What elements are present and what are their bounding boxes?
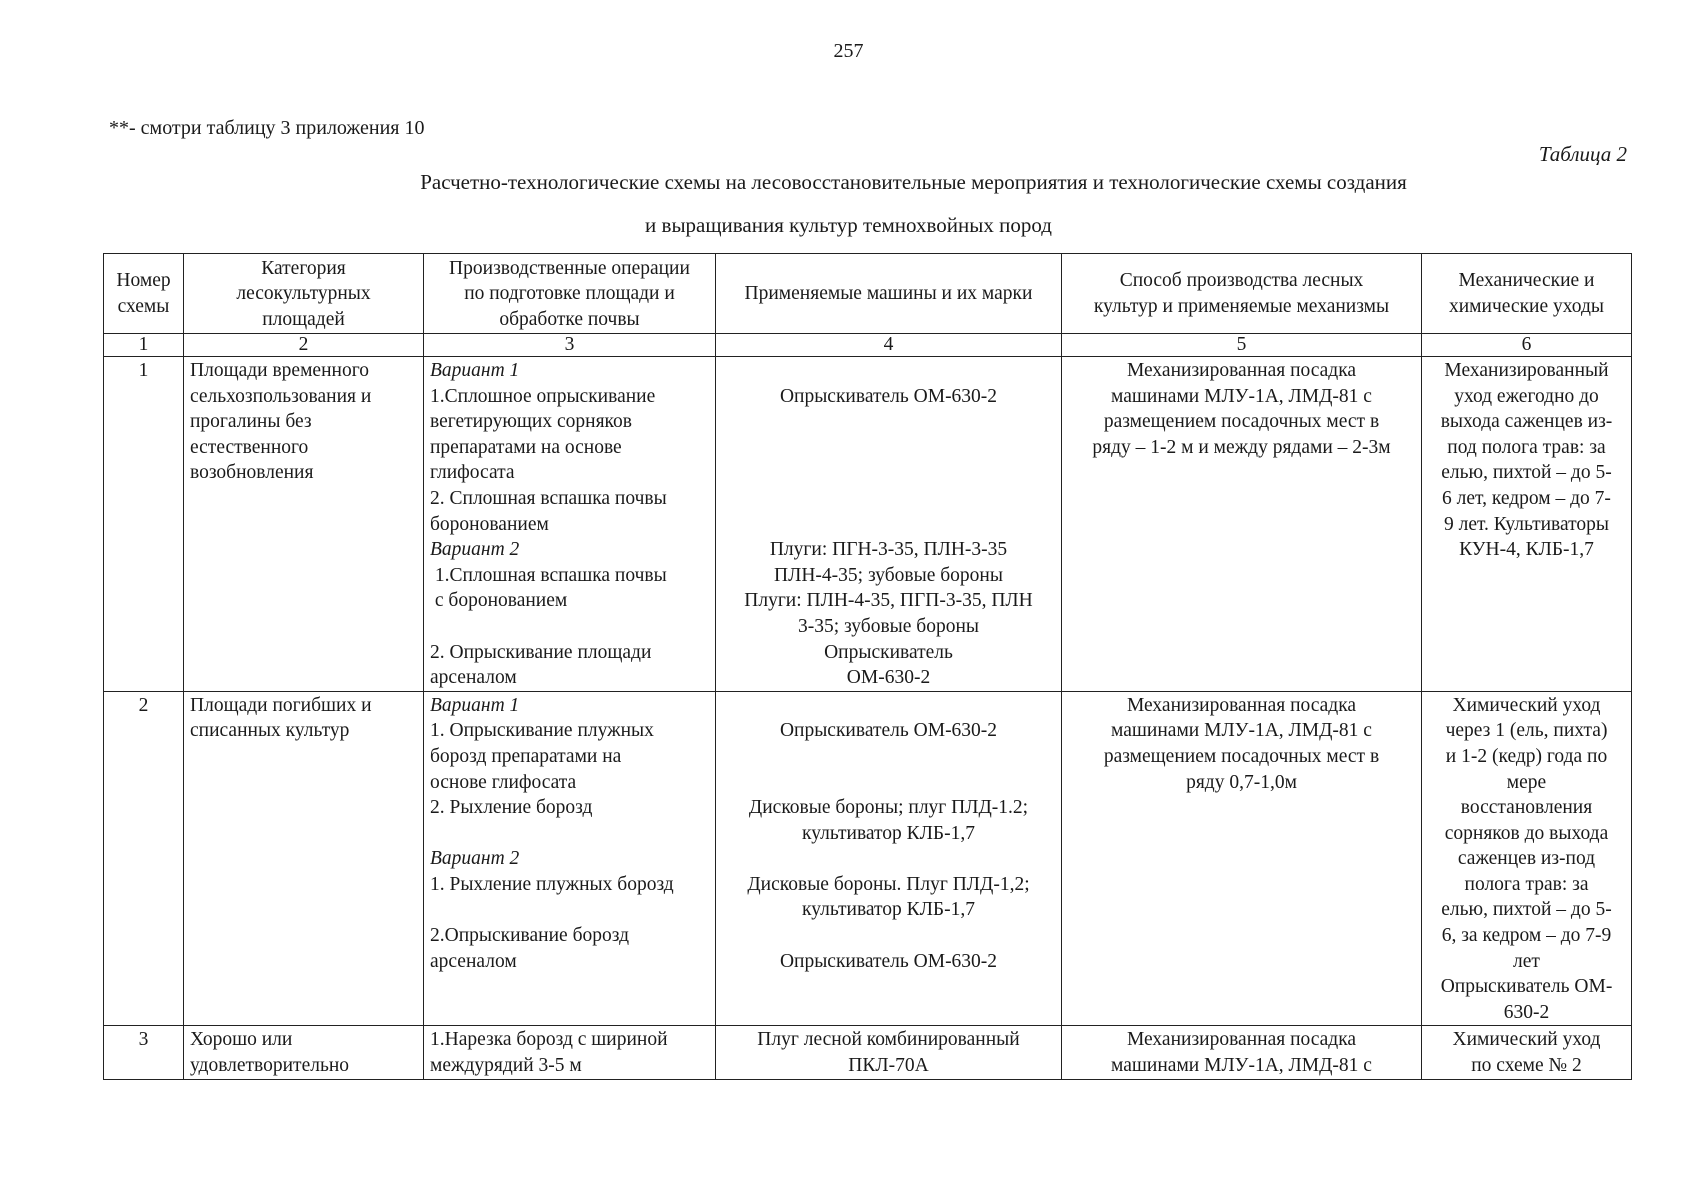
column-number: 6 — [1422, 334, 1632, 357]
cell-line: сорняков до выхода — [1444, 822, 1609, 844]
table-title-line-1: Расчетно-технологические схемы на лесовосстановительные мероприятия и технологические схемы создания — [420, 170, 1407, 194]
cell-line: арсеналом — [430, 667, 517, 689]
cell-line: Номер — [116, 270, 171, 292]
cell-line: культиватор КЛБ-1,7 — [802, 822, 975, 844]
cell-line: боронованием — [430, 513, 549, 535]
header-cell — [424, 254, 716, 334]
cell-line: 6, за кедром – до 7-9 — [1441, 925, 1612, 947]
cell-line: КУН-4, КЛБ-1,7 — [1459, 539, 1594, 561]
cell-line: удовлетворительно — [190, 1055, 350, 1077]
cell-line: 1.Нарезка борозд с шириной — [430, 1029, 668, 1051]
scheme-number: 2 — [104, 691, 184, 1026]
cell-line: вегетирующих сорняков — [430, 411, 632, 433]
cell-line: Опрыскиватель ОМ-630-2 — [779, 385, 998, 407]
header-cell — [1422, 254, 1632, 334]
cell-line: лет — [1513, 950, 1540, 972]
cell-line: елью, пихтой – до 5- — [1441, 899, 1612, 921]
table-row — [104, 691, 1632, 1026]
planting-method — [1062, 357, 1422, 692]
cell-line: 630-2 — [1503, 1001, 1550, 1023]
schemes-table — [103, 253, 1632, 1080]
header-cell — [184, 254, 424, 334]
cell-line: 1. Рыхление плужных борозд — [430, 873, 674, 895]
cell-line: обработке почвы — [499, 308, 640, 330]
operations — [424, 691, 716, 1026]
cell-line: под полога трав: за — [1447, 436, 1606, 458]
cell-line: арсеналом — [430, 950, 517, 972]
planting-method — [1062, 691, 1422, 1026]
cell-line: 1. Опрыскивание плужных — [430, 720, 654, 742]
column-number: 3 — [424, 334, 716, 357]
table-title-line-2: и выращивания культур темнохвойных пород — [645, 213, 1052, 237]
scheme-number: 3 — [104, 1026, 184, 1079]
cell-line — [722, 846, 1055, 872]
cell-line: ряду 0,7-1,0м — [1186, 771, 1297, 793]
cell-line — [722, 486, 1055, 512]
cell-line: химические уходы — [1449, 296, 1604, 317]
cell-line: Механизированная посадка — [1126, 360, 1357, 381]
cell-line: и 1-2 (кедр) года по — [1445, 745, 1608, 767]
cell-line — [430, 614, 709, 640]
cell-line: Механизированная посадка — [1126, 694, 1357, 716]
care — [1422, 1026, 1632, 1079]
area-category — [184, 691, 424, 1026]
cell-line: полога трав: за — [1464, 873, 1589, 895]
cell-line: 3-35; зубовые бороны — [797, 615, 980, 637]
cell-line: Опрыскиватель ОМ- — [1440, 976, 1613, 998]
cell-line — [430, 897, 709, 923]
cell-line: схемы — [117, 296, 170, 317]
cell-line: 1.Сплошная вспашка почвы — [430, 564, 667, 586]
cell-line: 2. Опрыскивание площади — [430, 641, 652, 663]
page-number: 257 — [833, 40, 864, 62]
cell-line: 2.Опрыскивание борозд — [430, 925, 630, 947]
column-number: 5 — [1062, 334, 1422, 357]
cell-line: Дисковые бороны; плуг ПЛД-1.2; — [748, 797, 1029, 819]
cell-line: Категория — [261, 257, 346, 279]
cell-line: лесокультурных — [236, 283, 371, 305]
cell-line — [722, 693, 1055, 719]
cell-line — [722, 460, 1055, 486]
cell-line — [722, 744, 1055, 770]
cell-line: ряду – 1-2 м и между рядами – 2-3м — [1092, 436, 1391, 458]
column-number: 4 — [716, 334, 1062, 357]
cell-line: Хорошо или — [190, 1029, 293, 1051]
cell-line: машинами МЛУ-1А, ЛМД-81 с — [1111, 1055, 1372, 1077]
header-cell — [716, 254, 1062, 334]
cell-line: Механические и — [1458, 270, 1595, 292]
variant-label: Вариант 1 — [430, 694, 520, 716]
cell-line: Плуги: ПЛН-4-35, ПГП-3-35, ПЛН — [744, 590, 1033, 612]
cell-line: ПКЛ-70А — [848, 1055, 929, 1077]
cell-line: Применяемые машины и их марки — [744, 283, 1033, 305]
cell-line: Производственные операции — [449, 257, 690, 279]
table-label: Таблица 2 — [1538, 142, 1627, 166]
table-row — [104, 1026, 1632, 1079]
cell-line: Химический уход — [1452, 1029, 1601, 1051]
cell-line: списанных культур — [190, 720, 350, 742]
cell-line: междурядий 3-5 м — [430, 1055, 582, 1077]
column-number-row — [104, 334, 1632, 357]
machines — [716, 1026, 1062, 1079]
cell-line: борозд препаратами на — [430, 745, 622, 767]
cell-line: Площади временного — [190, 360, 369, 381]
cell-line: естественного — [190, 436, 309, 458]
column-number: 2 — [184, 334, 424, 357]
cell-line — [722, 435, 1055, 461]
cell-line: Плуги: ПГН-3-35, ПЛН-3-35 — [769, 539, 1008, 561]
cell-line: машинами МЛУ-1А, ЛМД-81 с — [1111, 385, 1372, 407]
cell-line: по подготовке площади и — [464, 283, 675, 305]
area-category — [184, 357, 424, 692]
cell-line: 2. Сплошная вспашка почвы — [430, 487, 667, 509]
cell-line: культур и применяемые механизмы — [1093, 296, 1390, 317]
cell-line: размещением посадочных мест в — [1103, 411, 1380, 433]
cell-line: препаратами на основе — [430, 436, 622, 458]
care — [1422, 357, 1632, 692]
cell-line: по схеме № 2 — [1471, 1055, 1582, 1077]
cell-line: уход ежегодно до — [1454, 385, 1599, 407]
cell-line: с боронованием — [430, 590, 568, 612]
cell-line: Опрыскиватель ОМ-630-2 — [779, 720, 998, 742]
care — [1422, 691, 1632, 1026]
cell-line: Дисковые бороны. Плуг ПЛД-1,2; — [747, 873, 1030, 895]
cell-line — [722, 923, 1055, 949]
footnote: **- смотри таблицу 3 приложения 10 — [109, 117, 425, 139]
cell-line: Площади погибших и — [190, 694, 372, 716]
table-row — [104, 357, 1632, 692]
cell-line — [430, 821, 709, 847]
cell-line: восстановления — [1460, 797, 1593, 819]
header-cell — [1062, 254, 1422, 334]
cell-line: 9 лет. Культиваторы — [1443, 513, 1610, 535]
cell-line: культиватор КЛБ-1,7 — [802, 899, 975, 921]
column-number: 1 — [104, 334, 184, 357]
cell-line: мере — [1506, 771, 1547, 793]
cell-line — [722, 358, 1055, 384]
cell-line: Опрыскиватель — [824, 641, 953, 663]
cell-line: размещением посадочных мест в — [1103, 745, 1380, 767]
machines — [716, 357, 1062, 692]
cell-line: Плуг лесной комбинированный — [757, 1029, 1020, 1051]
cell-line: прогалины без — [190, 411, 312, 433]
cell-line: Химический уход — [1452, 694, 1601, 716]
header-cell — [104, 254, 184, 334]
cell-line — [722, 770, 1055, 796]
cell-line: Опрыскиватель ОМ-630-2 — [779, 950, 998, 972]
cell-line: 2. Рыхление борозд — [430, 797, 593, 819]
cell-line — [722, 409, 1055, 435]
scheme-number: 1 — [104, 357, 184, 692]
cell-line: площадей — [262, 308, 345, 330]
cell-line: елью, пихтой – до 5- — [1441, 462, 1612, 484]
cell-line: глифосата — [430, 462, 515, 484]
planting-method — [1062, 1026, 1422, 1079]
cell-line: саженцев из-под — [1457, 848, 1596, 870]
cell-line: Способ производства лесных — [1119, 270, 1364, 292]
cell-line: возобновления — [190, 462, 314, 484]
cell-line: Механизированная посадка — [1126, 1029, 1357, 1051]
operations — [424, 357, 716, 692]
cell-line: 6 лет, кедром – до 7- — [1442, 487, 1611, 509]
variant-label: Вариант 1 — [430, 360, 520, 381]
cell-line: ПЛН-4-35; зубовые бороны — [774, 564, 1003, 586]
cell-line: 1.Сплошное опрыскивание — [430, 385, 656, 407]
variant-label: Вариант 2 — [430, 848, 520, 870]
cell-line: Механизированный — [1444, 360, 1609, 381]
header-row — [104, 254, 1632, 334]
machines — [716, 691, 1062, 1026]
operations — [424, 1026, 716, 1079]
cell-line — [722, 512, 1055, 538]
cell-line: ОМ-630-2 — [846, 667, 931, 689]
variant-label: Вариант 2 — [430, 539, 520, 561]
cell-line: машинами МЛУ-1А, ЛМД-81 с — [1111, 720, 1372, 742]
cell-line: основе глифосата — [430, 771, 577, 793]
cell-line: выхода саженцев из- — [1440, 411, 1613, 433]
area-category — [184, 1026, 424, 1079]
cell-line: через 1 (ель, пихта) — [1445, 720, 1608, 742]
cell-line: сельхозпользования и — [190, 385, 372, 407]
